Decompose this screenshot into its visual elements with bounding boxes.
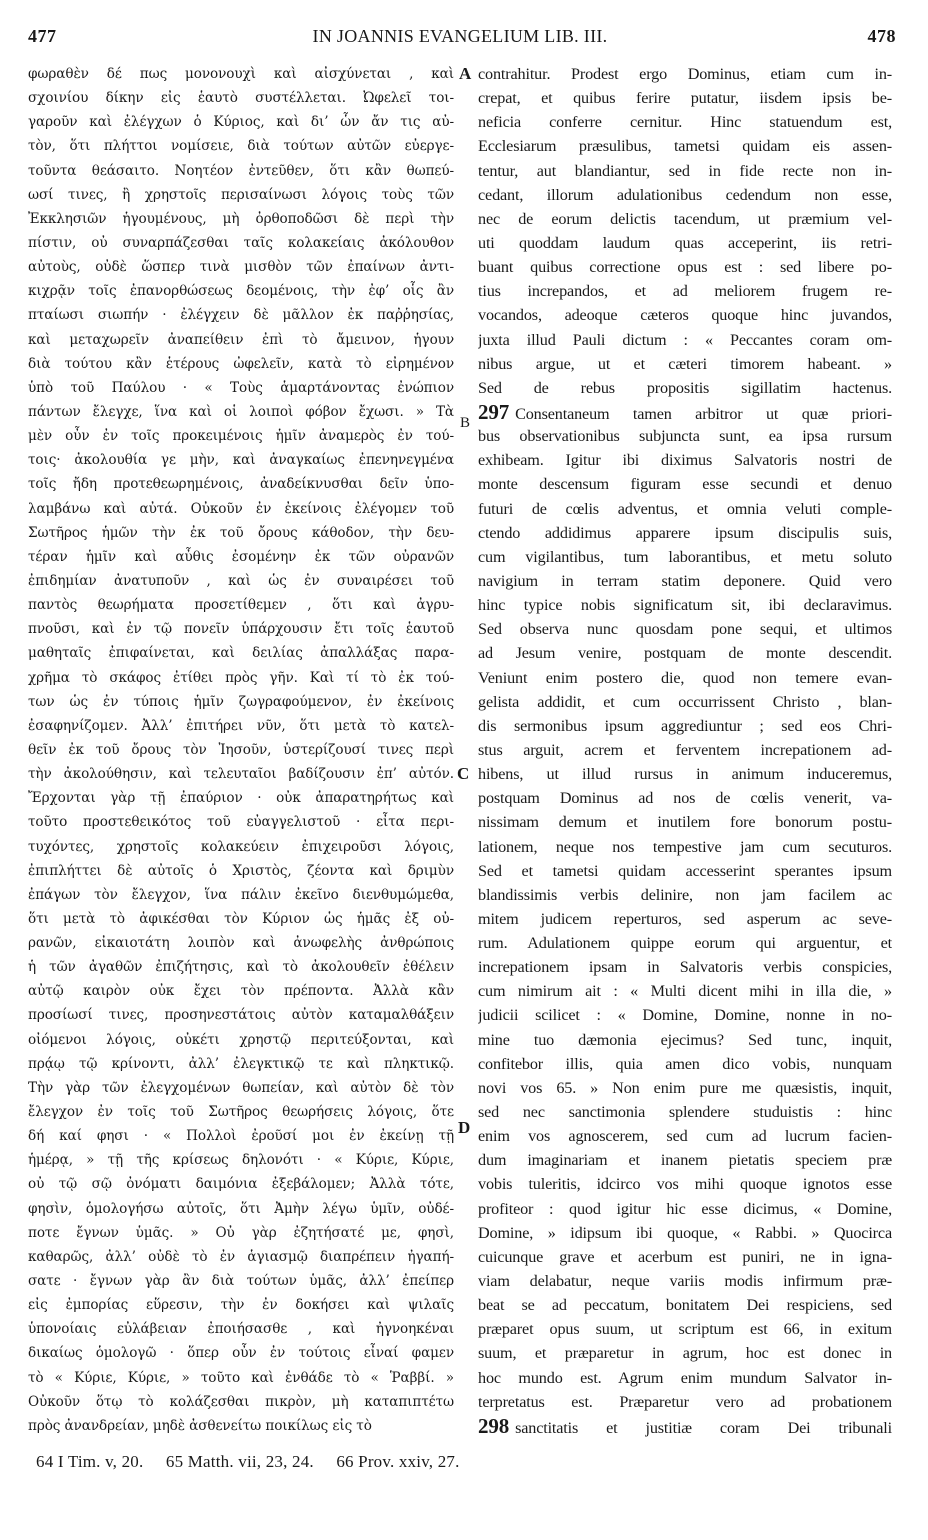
- greek-text-line: των ὡς ἐν τύποις ἡμῖν ζωγραφούμενον, ἐν ἐκείνοις: [28, 693, 454, 710]
- latin-text-line: suum, et præparetur in agrum, hoc est donec in: [478, 1344, 892, 1363]
- latin-text-line: stus arguit, acrem et ferventem increpationem ad-: [478, 740, 892, 759]
- latin-text-line: tentur, aut blandiantur, sed in fide recte non in-: [478, 161, 892, 180]
- latin-text-line: hibens, ut illud rursus in animum induceremus,: [478, 765, 892, 784]
- greek-text-line: Ἔρχονται γὰρ τῇ ἐπαύριον · οὐκ ἀπαρατηρήτως καὶ: [28, 790, 454, 807]
- page-header: [24, 26, 896, 56]
- greek-text-line: ὑπὸ τοῦ Παύλου · « Τοὺς ἁμαρτάνοντας ἐνώπιον: [28, 379, 454, 396]
- greek-text-line: χρῆμα τὸ σκάφος ἐτίθει πρὸς γῆν. Καὶ τί τὸ ἐκ τού-: [28, 669, 454, 686]
- greek-text-line: Ἐκκλησιῶν ἡγουμένους, μὴ ὀρθοποδῶσι δὲ περὶ τὴν: [28, 210, 454, 227]
- greek-text-line: τοῦτο προστεθεικότος τοῦ εὐαγγελιστοῦ · εἶτα περι-: [28, 814, 454, 831]
- latin-text-line: uti quoddam laudum quas acceperint, iis retri-: [478, 233, 892, 252]
- greek-text-line: τοῦντα θεάσαιτο. Νοητέον ἐντεῦθεν, ὅτι κἂν θωπεύ-: [28, 162, 454, 179]
- latin-text-line: vobis tuleritis, idcirco vos mihi quoque ignotos esse: [478, 1175, 892, 1194]
- greek-text-line: Οὐκοῦν ὅτῳ τὸ κολάζεσθαι πικρὸν, μὴ καταπιπτέτω: [28, 1393, 454, 1410]
- greek-text-line: οὐ τῷ σῷ ὀνόματι δαιμόνια ἐξεβάλομεν; Ἀλλὰ τότε,: [28, 1176, 454, 1193]
- latin-text-line: cuicunque grave et acerbum est puniri, ne in igna-: [478, 1247, 892, 1266]
- latin-text-line: tius increpandos, et ad meliorem frugem re-: [478, 282, 892, 301]
- latin-text-line: navigium in terram statim deponere. Quid vero: [478, 571, 892, 590]
- greek-text-line: ποτε ἔγνων ὑμᾶς. » Οὐ γὰρ ἐζητήσατέ με, φησὶ,: [28, 1224, 454, 1241]
- latin-text-line: enim vos agnoscerem, sed cum ad lucrum facien-: [478, 1127, 892, 1146]
- section-marker-a: A: [459, 64, 472, 83]
- latin-text-line: beat se ad peccatum, bonitatem Dei respiciens, sed: [478, 1296, 892, 1315]
- latin-text-line: sed nec sanctimonia splendere studuistis : hinc: [478, 1103, 892, 1122]
- latin-text-line: Veniunt enim postero die, quod non temere evan-: [478, 668, 892, 687]
- latin-text-line: Sed de rebus propositis sigillatim hactenus.: [478, 378, 892, 397]
- latin-text-line: præparet opus suum, ut scriptum est 66, in exitum: [478, 1320, 892, 1339]
- latin-text-line: 298 sanctitatis et justitiæ coram Dei tribunali: [478, 1413, 892, 1438]
- latin-text-line: viam delabatur, neque variis modis infirmum præ-: [478, 1272, 892, 1291]
- latin-text-line: mine tuo dæmonia ejecimus? Sed tunc, inquit,: [478, 1030, 892, 1049]
- latin-text-line: nibus argue, ut et cæteri timorem habeant. »: [478, 354, 892, 373]
- footnote-65: 65 Matth. vii, 23, 24.: [165, 1452, 314, 1471]
- greek-text-line: ρανῶν, εἰκαιοτάτη λοιπὸν καὶ ἀνωφελὴς ἀνθρώποις: [28, 935, 454, 952]
- column-number-298: 298: [478, 1413, 510, 1438]
- greek-text-line: τοις· ἀκολουθία γε μὴν, καὶ ἀναγκαίως ἐπενηνεγμένα: [28, 452, 454, 469]
- greek-text-line: δή καί φησι · « Πολλοὶ ἐροῦσί μοι ἐν ἐκείνῃ τῇ: [28, 1128, 454, 1145]
- greek-text-line: ὑπονοίαις εὐλάβειαν ἐποιήσασθε , καὶ ἠγνοηκέναι: [28, 1321, 454, 1338]
- latin-text-line: nec de eorum delictis tacendum, ut præmium vel-: [478, 209, 892, 228]
- greek-text-line: φωραθὲν δέ πως μονονουχὶ καὶ αἰσχύνεται , καὶ: [28, 66, 454, 82]
- greek-text-line: μὲν οὖν ἐν τοῖς προκειμένοις ἡμῖν ἀναμερὸς ἐν τού-: [28, 428, 454, 445]
- greek-text-line: πρᾴῳ τῷ κρίνοντι, ἀλλ’ ἐλεγκτικῷ τε καὶ πληκτικῷ.: [28, 1055, 454, 1072]
- greek-text-line: πίστιν, οὐ συναρπάζεσθαι ταῖς κολακείαις ἀκόλουθον: [28, 234, 454, 251]
- latin-text-line: hinc typice nobis significatum sit, ibi declaravimus.: [478, 596, 892, 615]
- latin-text-line: exhibeam. Igitur ibi diximus Salvatoris nostri de: [478, 451, 892, 470]
- greek-text-line: εἰς ἐμπορίας εὕρεσιν, τὴν ἐν δοκήσει καὶ ψιλαῖς: [28, 1297, 454, 1314]
- greek-text-line: τοῖς ἤδη προτεθεωρημένοις, ἀναδείκνυσθαι δεῖν ὑπο-: [28, 476, 454, 493]
- greek-text-line: ὅτι μετὰ τὸ ἀφικέσθαι τὸν Κύριον ὡς ἡμᾶς ἐξ οὐ-: [28, 910, 454, 927]
- latin-text-line: futuri de cœlis adventus, et omnia veluti comple-: [478, 499, 892, 518]
- latin-text-line: ad Jesum venire, postquam de monte descendit.: [478, 644, 892, 663]
- greek-text-line: μαθηταῖς ἐπιφαίνεται, καὶ δειλίας ἀπαλλάξας παρα-: [28, 645, 454, 662]
- latin-text-line: novi vos 65. » Non enim pure me quæsistis, inquit,: [478, 1078, 892, 1097]
- latin-text-line: blandissimis verbis delinire, non jam facilem ac: [478, 885, 892, 904]
- greek-text-line: πνοῦσι, καὶ ἐν τῷ πονεῖν ὑπάρχουσιν ἔτι τοῖς ἑαυτοῦ: [28, 621, 454, 638]
- greek-text-line: τὸ « Κύριε, Κύριε, » τοῦτο καὶ ἐνθάδε τὸ « Ῥαββί. »: [28, 1369, 454, 1386]
- greek-text-line: ἡ τῶν ἀγαθῶν ἐπιζήτησις, καὶ τὸ ἀκολουθεῖν ἐθέλειν: [28, 959, 454, 976]
- latin-text-line: 297 Consentaneum tamen arbitror ut quæ priori-: [478, 399, 892, 424]
- latin-text-line: juxta illud Pauli dictum : « Peccantes coram om-: [478, 330, 892, 349]
- latin-text-line: Sed observa nunc quosdam pone sequi, et ultimos: [478, 620, 892, 639]
- greek-text-line: θεῖν ἐκ τοῦ ὄρους τὸν Ἰησοῦν, ὑστερίζουσί τινες περὶ: [28, 741, 454, 758]
- footnotes: [36, 1452, 896, 1472]
- greek-text-line: δικαίως ὁμολογῶ · ὅπερ οὖν ἐν τούτοις εἶναί φαμεν: [28, 1345, 454, 1362]
- section-marker-c: C: [457, 764, 470, 783]
- latin-text-line: buant quibus correctione opus est : sed libere po-: [478, 258, 892, 277]
- latin-text-line: crepat, et quibus ferire putatur, iisdem ipsis be-: [478, 89, 892, 108]
- greek-text-column: [28, 62, 454, 1438]
- greek-text-line: κιχρᾷν τοῖς ἐπανορθώσεως δεομένοις, τὴν ἐφ’ οἷς ἂν: [28, 283, 454, 300]
- latin-text-line: increpationem ipsam in Salvatoris verbis conspicies,: [478, 958, 892, 977]
- greek-text-line: σατε · ἔγνων γὰρ ἂν διὰ τούτων ὑμᾶς, ἀλλ’ ἐπείπερ: [28, 1273, 454, 1290]
- greek-text-line: λαμβάνω καὶ αὐτά. Οὐκοῦν ἐν ἐκείνοις ἐλέγομεν τοῦ: [28, 500, 454, 517]
- footnote-64: 64 I Tim. v, 20.: [36, 1452, 144, 1471]
- greek-text-line: διὰ τούτου κἂν ἑτέρους ὠφελεῖν, κατὰ τὸ εἰρημένον: [28, 355, 454, 372]
- latin-text-line: terpretatus est. Præparetur vero ad probationem: [478, 1392, 892, 1411]
- latin-text-line: Sed et tametsi quidam accesserint sperantes ipsum: [478, 861, 892, 880]
- latin-text-line: Domine, » idipsum ibi quoque, « Rabbi. » Quocirca: [478, 1223, 892, 1242]
- greek-text-line: αὐτῷ καιρὸν οὐκ ἔχει τὸν πρέποντα. Ἀλλὰ κἂν: [28, 983, 454, 1000]
- greek-text-line: πάντων ἔλεγχε, ἵνα καὶ οἱ λοιποὶ φόβον ἔχωσι. » Τὰ: [28, 403, 454, 420]
- greek-text-line: τὸν, ὅτι πλήττοι νομίσειε, διὰ τούτων αὐτῶν εὐεργε-: [28, 138, 454, 155]
- latin-text-line: mitem judicem reperturos, sed asperum ac seve-: [478, 909, 892, 928]
- greek-text-line: ωσί τινες, ἢ χρηστοῖς περισαίνωσι λόγοις τοὺς τῶν: [28, 186, 454, 203]
- latin-text-line: dum imaginariam et inanem pietatis speciem præ: [478, 1151, 892, 1170]
- latin-text-line: confitebor illis, quia amen dico vobis, nunquam: [478, 1054, 892, 1073]
- greek-text-line: γαροῦν καὶ ἐλέγχων ὁ Κύριος, καὶ δι’ ὧν ἄν τις αὐ-: [28, 114, 454, 131]
- latin-text-line: Ecclesiarum præsulibus, tametsi quidam eis assen-: [478, 137, 892, 156]
- running-title: IN JOANNIS EVANGELIUM LIB. III.: [312, 26, 608, 46]
- greek-text-line: ἔλεγχον ἐν τοῖς τοῦ Σωτῆρος θεωρήσεις λόγοις, ὅτε: [28, 1104, 454, 1121]
- latin-text-line: contrahitur. Prodest ergo Dominus, etiam cum in-: [478, 65, 892, 83]
- latin-text-line: profiteor : quod igitur hic esse dicimus, « Domine,: [478, 1199, 892, 1218]
- greek-text-line: ἐπιπλήττει δὲ αὐτοῖς ὁ Χριστὸς, ζέοντα καὶ δριμὺν: [28, 862, 454, 879]
- latin-text-line: cum vigilantibus, tum laborantibus, et metu soluto: [478, 547, 892, 566]
- greek-text-line: προσίωσί τινες, προσηνεστάτοις αὐτὸν καταμαλθάξειν: [28, 1007, 454, 1024]
- latin-text-line: neficia conferre cernitur. Hinc statuendum est,: [478, 113, 892, 132]
- section-marker-b: B: [460, 415, 471, 431]
- latin-text-line: cedant, illorum adulationibus cedendum non esse,: [478, 185, 892, 204]
- latin-text-line: monte descensum figuram esse secundi et denuo: [478, 475, 892, 494]
- page-number-right: 478: [867, 26, 896, 46]
- greek-text-line: τὴν ἀκολούθησιν, καὶ τελευταῖοι βαδίζουσιν ἐπ’ αὐτόν.: [28, 766, 454, 783]
- greek-text-line: Τὴν γὰρ τῶν ἐλεγχομένων θωπείαν, καὶ αὐτὸν δὲ τὸν: [28, 1079, 454, 1096]
- latin-text-line: postquam Dominus ad nos de cœlis venerit, va-: [478, 789, 892, 808]
- page-number-left: 477: [28, 26, 57, 46]
- latin-text-line: lationem, neque nos tempestive jam cum secuturos.: [478, 837, 892, 856]
- greek-text-line: καὶ μεταχωρεῖν ἀναπείθειν ἐπὶ τὸ ἄμεινον, ἡγουν: [28, 331, 454, 348]
- latin-text-column: [478, 62, 892, 1438]
- greek-text-line: ἐπάγων τὸν ἔλεγχον, ἵνα πάλιν ἐκεῖνο διενθυμώμεθα,: [28, 886, 454, 903]
- greek-text-line: παντὸς θεωρήματα προσετίθεμεν , ὅτι καὶ ἀγρυ-: [28, 597, 454, 614]
- latin-text-line: ctendo addidimus apparere ipsum discipulis suis,: [478, 523, 892, 542]
- greek-text-line: πρὸς ἀνανδρείαν, μηδὲ ἀσθενείτω ποικίλως εἰς τὸ: [28, 1417, 372, 1434]
- greek-text-line: οἰόμενοι λόγοις, οὐκέτι χρηστῷ περιτεύξονται, καὶ: [28, 1031, 454, 1048]
- greek-text-line: φησὶν, ὁμολογήσω αὐτοῖς, ὅτι Ἀμὴν λέγω ὑμῖν, οὐδέ-: [28, 1200, 454, 1217]
- column-number-297: 297: [478, 399, 510, 424]
- footnote-66: 66 Prov. xxiv, 27.: [336, 1452, 460, 1471]
- latin-text-line: cum nimirum ait : « Multi dicent mihi in illa die, »: [478, 982, 892, 1001]
- latin-text-line: gelista addidit, et cum occurrissent Christo , blan-: [478, 692, 892, 711]
- greek-text-line: ἐσαφηνίζομεν. Ἀλλ’ ἐπιτήρει νῦν, ὅτι μετὰ τὸ κατελ-: [28, 717, 454, 734]
- greek-text-line: ἐπιδημίαν ἀνατυποῦν , καὶ ὡς ἐν συναιρέσει τοῦ: [28, 572, 454, 589]
- latin-text-line: judicii scilicet : « Domine, Domine, nonne in no-: [478, 1006, 892, 1025]
- greek-text-line: Σωτῆρος ἡμῶν τὴν ἐκ τοῦ ὄρους κάθοδον, τὴν δευ-: [28, 524, 454, 541]
- greek-text-line: τυχόντες, χρηστοῖς κολακεύειν ἐπιχειροῦσι λόγοις,: [28, 838, 454, 855]
- greek-text-line: τέραν ἡμῖν καὶ αὖθις ἐσομένην ἐκ τῶν οὐρανῶν: [28, 548, 454, 565]
- greek-text-line: ἡμέρᾳ, » τῇ τῆς κρίσεως δηλονότι · « Κύριε, Κύριε,: [28, 1152, 454, 1169]
- latin-text-line: rum. Adulationem quippe eorum qui arguentur, et: [478, 934, 892, 953]
- latin-text-line: vocandos, adeoque cæteros quoque hinc juvandos,: [478, 306, 892, 325]
- latin-text-line: dis sermonibus ipsum aggrediuntur ; sed eos Chri-: [478, 716, 892, 735]
- section-marker-d: D: [458, 1118, 471, 1137]
- greek-text-line: αὐτοὺς, οὐδὲ ὥσπερ τινὰ μισθὸν τῶν ἐπαίνων ἀντι-: [28, 259, 454, 276]
- latin-text-line: nissimam demum et inutilem fore bonorum postu-: [478, 813, 892, 832]
- latin-text-line: hoc mundo est. Agrum enim mundum Salvator in-: [478, 1368, 892, 1387]
- greek-text-line: πταίωσι σιωπήν · ἐλέγχειν δὲ μᾶλλον ἐκ παῤῥησίας,: [28, 307, 454, 324]
- greek-text-line: σχοινίου δίκην εἰς ἑαυτὸ συστέλλεται. Ὠφελεῖ τοι-: [28, 90, 454, 107]
- greek-text-line: καθαρῶς, ἀλλ’ οὐδὲ τὸ ἐν ἁγιασμῷ διαπρέπειν ἠγαπή-: [28, 1248, 454, 1265]
- latin-text-line: bus observationibus subjuncta sunt, ea ipsa rursum: [478, 427, 892, 446]
